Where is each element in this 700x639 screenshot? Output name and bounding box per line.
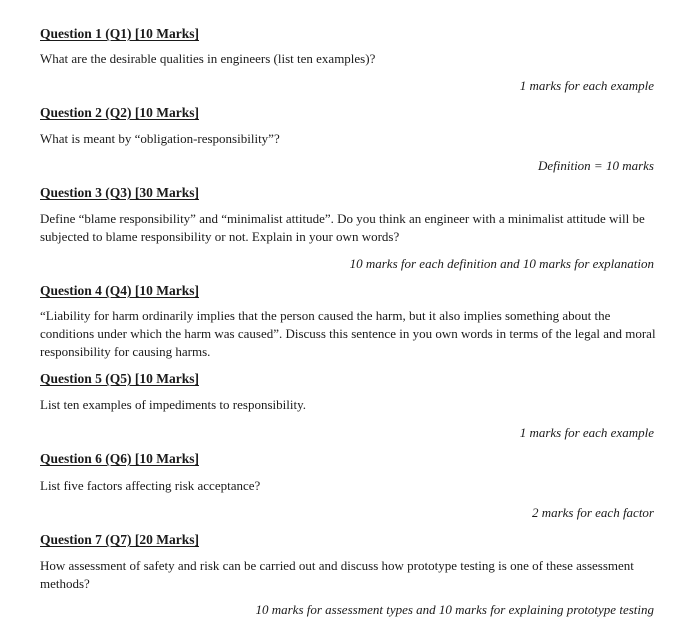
question-7-heading: Question 7 (Q7) [20 Marks] bbox=[40, 532, 199, 547]
question-5-heading: Question 5 (Q5) [10 Marks] bbox=[40, 371, 199, 386]
question-2-text: What is meant by “obligation-responsibility”? bbox=[40, 131, 280, 146]
question-5-text: List ten examples of impediments to responsibility. bbox=[40, 397, 306, 412]
question-3-marks: 10 marks for each definition and 10 marks for explanation bbox=[349, 256, 654, 271]
question-2-marks: Definition = 10 marks bbox=[537, 158, 654, 173]
question-1-heading: Question 1 (Q1) [10 Marks] bbox=[40, 26, 199, 41]
question-4-heading: Question 4 (Q4) [10 Marks] bbox=[40, 283, 199, 298]
question-1-marks: 1 marks for each example bbox=[519, 78, 654, 93]
question-6-text: List five factors affecting risk acceptance? bbox=[40, 478, 261, 493]
question-6-marks: 2 marks for each factor bbox=[531, 505, 654, 520]
question-3-heading: Question 3 (Q3) [30 Marks] bbox=[40, 185, 199, 200]
question-5-marks: 1 marks for each example bbox=[519, 425, 654, 440]
question-3-text: Define “blame responsibility” and “minimalist attitude”. Do you think an engineer with a minimalist attitude will be subjected to blame responsibility or not. Explain in your own words? bbox=[40, 211, 645, 244]
question-7-marks: 10 marks for assessment types and 10 marks for explaining prototype testing bbox=[255, 602, 654, 617]
question-6-heading: Question 6 (Q6) [10 Marks] bbox=[40, 451, 199, 466]
question-7-text: How assessment of safety and risk can be carried out and discuss how prototype testing is one of these assessment methods? bbox=[40, 558, 634, 591]
question-4-text: “Liability for harm ordinarily implies that the person caused the harm, but it also implies something about the conditions under which the harm was caused”. Discuss this sentence in you own words in terms of the legal and moral responsibility for causing harms. bbox=[40, 308, 656, 359]
question-1-text: What are the desirable qualities in engineers (list ten examples)? bbox=[40, 51, 376, 66]
question-2-heading: Question 2 (Q2) [10 Marks] bbox=[40, 105, 199, 120]
